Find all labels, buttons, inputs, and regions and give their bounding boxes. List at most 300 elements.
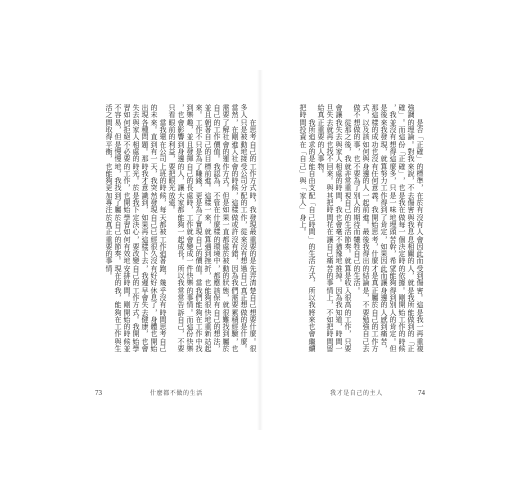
text-glyph: ，: [380, 235, 388, 243]
left-text-block: [100, 104, 257, 352]
text-glyph: 時: [398, 337, 406, 345]
text-glyph: 讓: [326, 235, 334, 243]
text-glyph: 果: [380, 250, 388, 258]
text-glyph: 必: [123, 147, 131, 155]
text-glyph: 到: [389, 293, 397, 301]
text-glyph: 正: [105, 228, 113, 236]
text-glyph: 會: [308, 330, 316, 338]
text-glyph: 很: [344, 293, 352, 301]
text-glyph: 學: [123, 213, 131, 221]
text-glyph: 工: [213, 126, 221, 134]
text-glyph: 時: [398, 257, 406, 265]
text-glyph: 得: [105, 133, 113, 141]
text-glyph: 對: [407, 147, 415, 155]
text-glyph: 常: [177, 286, 185, 294]
text-glyph: 掉: [335, 272, 343, 280]
text-glyph: 當: [195, 279, 203, 287]
text-glyph: 乎: [159, 286, 167, 294]
text-glyph: 之: [344, 133, 352, 141]
text-glyph: 我: [141, 169, 149, 177]
text-glyph: 的: [159, 177, 167, 185]
text-glyph: 也: [141, 337, 149, 345]
text-glyph: 」: [308, 235, 316, 243]
text-glyph: 。: [168, 206, 176, 214]
text-glyph: 許: [231, 228, 239, 236]
text-glyph: 快: [186, 272, 194, 280]
text-glyph: 為: [353, 177, 361, 185]
text-glyph: 猶: [335, 242, 343, 250]
text-glyph: 的: [213, 323, 221, 331]
text-glyph: 在: [213, 206, 221, 214]
text-glyph: 積: [231, 315, 239, 323]
text-glyph: 續: [308, 345, 316, 353]
text-glyph: 天: [150, 162, 158, 170]
text-glyph: 後: [380, 111, 388, 119]
text-glyph: 希: [389, 257, 397, 265]
text-glyph: 為: [213, 177, 221, 185]
text-glyph: 就: [204, 228, 212, 236]
text-glyph: 人: [299, 199, 307, 207]
text-glyph: 方: [249, 177, 257, 185]
text-glyph: 前: [362, 206, 370, 214]
text-glyph: 找: [195, 345, 203, 353]
text-glyph: 也: [177, 111, 185, 119]
text-glyph: 定: [389, 330, 397, 338]
text-glyph: 與: [132, 118, 140, 126]
text-glyph: 就: [344, 162, 352, 170]
text-glyph: 這: [141, 235, 149, 243]
text-glyph: 人: [362, 184, 370, 192]
text-glyph: 常: [344, 177, 352, 185]
text-glyph: 家: [132, 126, 140, 134]
text-glyph: 時: [335, 184, 343, 192]
text-glyph: 工: [380, 184, 388, 192]
text-glyph: 康: [141, 323, 149, 331]
text-glyph: 重: [204, 323, 212, 331]
text-glyph: 作: [380, 191, 388, 199]
text-glyph: 所: [308, 126, 316, 134]
text-glyph: 式: [132, 308, 140, 316]
paragraph: [352, 104, 424, 352]
text-glyph: 直: [222, 228, 230, 236]
text-glyph: 讓: [177, 184, 185, 192]
text-glyph: 我: [407, 155, 415, 163]
text-glyph: 這: [416, 301, 424, 309]
text-glyph: 那: [344, 126, 352, 134]
text-glyph: 都: [213, 272, 221, 280]
text-glyph: 分: [240, 184, 248, 192]
text-glyph: ，: [141, 206, 149, 214]
text-glyph: 工: [344, 315, 352, 323]
text-glyph: 開: [123, 308, 131, 316]
text-glyph: 為: [195, 155, 203, 163]
text-glyph: 。: [362, 220, 370, 228]
text-glyph: 班: [159, 169, 167, 177]
text-glyph: 到: [222, 330, 230, 338]
text-glyph: 正: [240, 293, 248, 301]
text-glyph: 功: [371, 140, 379, 148]
text-glyph: 我: [150, 177, 158, 185]
text-glyph: 。: [398, 286, 406, 294]
text-glyph: 成: [186, 250, 194, 258]
text-glyph: 算: [380, 162, 388, 170]
text-glyph: 都: [177, 206, 185, 214]
text-glyph: 很: [222, 308, 230, 316]
text-glyph: 變: [132, 257, 140, 265]
text-glyph: 的: [132, 279, 140, 287]
text-glyph: 把: [168, 169, 176, 177]
text-glyph: 什: [213, 213, 221, 221]
text-glyph: 開: [132, 330, 140, 338]
text-glyph: 一: [335, 345, 343, 353]
text-glyph: 被: [159, 228, 167, 236]
text-glyph: 果: [222, 213, 230, 221]
text-glyph: 易: [114, 118, 122, 126]
text-glyph: 何: [123, 235, 131, 243]
text-glyph: 健: [141, 315, 149, 323]
text-glyph: 去: [132, 111, 140, 119]
text-glyph: 事: [326, 279, 334, 287]
text-glyph: 來: [326, 169, 334, 177]
text-glyph: 生: [308, 250, 316, 258]
text-glyph: 一: [398, 228, 406, 236]
text-glyph: 。: [344, 250, 352, 258]
text-glyph: 剛: [231, 133, 239, 141]
text-glyph: 味: [389, 206, 397, 214]
text-glyph: 時: [326, 330, 334, 338]
text-glyph: 。: [222, 184, 230, 192]
text-glyph: 有: [371, 162, 379, 170]
text-glyph: 一: [150, 155, 158, 163]
text-glyph: 從: [344, 118, 352, 126]
text-glyph: 的: [222, 272, 230, 280]
text-glyph: 感: [380, 315, 388, 323]
text-glyph: 到: [407, 323, 415, 331]
text-glyph: 。: [204, 184, 212, 192]
text-glyph: 的: [132, 155, 140, 163]
text-glyph: 處: [222, 242, 230, 250]
text-glyph: 這: [186, 323, 194, 331]
text-glyph: 活: [105, 104, 113, 112]
text-glyph: 會: [222, 140, 230, 148]
text-glyph: 麼: [213, 220, 221, 228]
text-glyph: 在: [416, 191, 424, 199]
text-glyph: 自: [362, 330, 370, 338]
text-glyph: 不: [326, 155, 334, 163]
text-glyph: 在: [231, 126, 239, 134]
text-glyph: 夠: [177, 220, 185, 228]
text-glyph: 身: [299, 213, 307, 221]
text-glyph: 就: [326, 126, 334, 134]
text-glyph: 需: [222, 104, 230, 112]
text-glyph: ，: [353, 147, 361, 155]
text-glyph: 到: [204, 250, 212, 258]
text-glyph: 社: [222, 133, 230, 141]
text-glyph: 工: [398, 315, 406, 323]
text-glyph: 保: [213, 293, 221, 301]
text-glyph: 自: [299, 155, 307, 163]
text-glyph: 樣: [204, 199, 212, 207]
text-glyph: 只: [344, 337, 352, 345]
text-glyph: 遠: [168, 199, 176, 207]
text-glyph: 慢: [114, 155, 122, 163]
text-glyph: 高: [344, 301, 352, 309]
text-glyph: 不: [114, 104, 122, 112]
text-glyph: 確: [398, 104, 406, 112]
text-glyph: 入: [344, 286, 352, 294]
text-glyph: 處: [132, 147, 140, 155]
text-glyph: 作: [344, 323, 352, 331]
text-glyph: 知: [335, 308, 343, 316]
text-glyph: 的: [240, 315, 248, 323]
text-glyph: ，: [335, 199, 343, 207]
text-glyph: ，: [213, 345, 221, 353]
text-glyph: 以: [177, 272, 185, 280]
text-glyph: 我: [380, 126, 388, 134]
text-glyph: 麼: [249, 330, 257, 338]
text-glyph: 前: [204, 169, 212, 177]
text-glyph: ，: [326, 301, 334, 309]
text-glyph: 思: [371, 228, 379, 236]
text-glyph: 之: [105, 111, 113, 119]
text-glyph: 經: [231, 323, 239, 331]
text-glyph: 人: [416, 228, 424, 236]
text-glyph: 份: [186, 330, 194, 338]
text-glyph: 非: [344, 169, 352, 177]
text-glyph: 工: [186, 213, 194, 221]
text-glyph: 天: [159, 213, 167, 221]
text-glyph: 什: [240, 330, 248, 338]
text-glyph: 花: [326, 220, 334, 228]
text-glyph: 長: [186, 184, 194, 192]
text-glyph: 能: [114, 301, 122, 309]
text-glyph: 我: [249, 206, 257, 214]
text-glyph: 的: [407, 330, 415, 338]
text-glyph: 奏: [344, 242, 352, 250]
text-glyph: 息: [150, 293, 158, 301]
text-glyph: 不: [195, 133, 203, 141]
text-glyph: 。: [141, 147, 149, 155]
text-glyph: 去: [407, 191, 415, 199]
text-glyph: 會: [141, 345, 149, 353]
text-glyph: 注: [105, 206, 113, 214]
text-glyph: 值: [195, 264, 203, 272]
text-glyph: 在: [195, 315, 203, 323]
text-glyph: 作: [222, 162, 230, 170]
text-glyph: 響: [177, 133, 185, 141]
text-glyph: 那: [141, 155, 149, 163]
text-glyph: 然: [150, 191, 158, 199]
text-glyph: 並: [123, 345, 131, 353]
text-glyph: 事: [353, 140, 361, 148]
text-glyph: 讓: [335, 111, 343, 119]
text-glyph: 樂: [186, 345, 194, 353]
text-glyph: ，: [195, 184, 203, 192]
text-glyph: 如: [362, 140, 370, 148]
text-glyph: 長: [177, 250, 185, 258]
text-glyph: 自: [213, 104, 221, 112]
text-glyph: 我: [231, 279, 239, 287]
text-glyph: 來: [240, 235, 248, 243]
text-glyph: 才: [141, 177, 149, 185]
text-glyph: 要: [317, 133, 325, 141]
text-glyph: 的: [177, 162, 185, 170]
text-glyph: 時: [299, 111, 307, 119]
text-glyph: 害: [416, 286, 424, 294]
text-glyph: 己: [308, 213, 316, 221]
text-glyph: 目: [204, 155, 212, 163]
text-glyph: 件: [186, 264, 194, 272]
text-glyph: 人: [177, 169, 185, 177]
text-glyph: 時: [335, 330, 343, 338]
text-glyph: 沒: [389, 126, 397, 134]
text-glyph: 想: [213, 330, 221, 338]
text-glyph: 間: [299, 118, 307, 126]
text-glyph: 痛: [380, 330, 388, 338]
text-glyph: 意: [141, 184, 149, 192]
text-glyph: 否: [416, 126, 424, 134]
text-glyph: 節: [114, 242, 122, 250]
text-glyph: 此: [380, 264, 388, 272]
text-glyph: 能: [105, 169, 113, 177]
text-glyph: 的: [222, 147, 230, 155]
text-glyph: 我: [335, 301, 343, 309]
text-glyph: 運: [222, 155, 230, 163]
text-glyph: 沒: [150, 257, 158, 265]
text-glyph: ，: [159, 199, 167, 207]
text-glyph: 每: [159, 206, 167, 214]
text-glyph: 人: [407, 264, 415, 272]
text-glyph: 追: [308, 133, 316, 141]
text-glyph: ，: [123, 184, 131, 192]
text-glyph: 拒: [123, 126, 131, 134]
text-glyph: 旦: [326, 104, 334, 112]
text-glyph: 將: [308, 308, 316, 316]
text-glyph: 也: [308, 323, 316, 331]
text-glyph: 放: [168, 191, 176, 199]
text-glyph: 方: [371, 345, 379, 353]
text-glyph: ，: [362, 111, 370, 119]
text-glyph: 中: [195, 337, 203, 345]
text-glyph: ，: [159, 272, 167, 280]
text-glyph: 絕: [123, 133, 131, 141]
text-glyph: 會: [231, 162, 239, 170]
text-glyph: 認: [213, 169, 221, 177]
text-glyph: 沒: [416, 213, 424, 221]
text-glyph: 時: [159, 184, 167, 192]
text-glyph: 的: [362, 264, 370, 272]
text-glyph: 自: [213, 308, 221, 316]
text-glyph: 麼: [240, 337, 248, 345]
page-number: 74: [418, 389, 425, 397]
text-glyph: 思: [159, 323, 167, 331]
text-glyph: 與: [299, 177, 307, 185]
text-glyph: 要: [105, 242, 113, 250]
text-glyph: 楚: [249, 286, 257, 294]
text-glyph: 物: [317, 162, 325, 170]
text-glyph: 只: [168, 104, 176, 112]
text-glyph: 而: [416, 257, 424, 265]
text-glyph: 未: [150, 111, 158, 119]
text-glyph: 肯: [389, 323, 397, 331]
paragraph: [104, 104, 167, 352]
text-glyph: 進: [231, 140, 239, 148]
text-glyph: 的: [407, 257, 415, 265]
text-glyph: 自: [150, 213, 158, 221]
text-glyph: 的: [186, 286, 194, 294]
text-glyph: 一: [204, 206, 212, 214]
text-glyph: 只: [240, 118, 248, 126]
text-glyph: 屬: [222, 337, 230, 345]
text-glyph: 是: [249, 257, 257, 265]
text-glyph: 專: [105, 199, 113, 207]
text-glyph: 自: [132, 264, 140, 272]
text-glyph: 作: [123, 177, 131, 185]
text-glyph: 傷: [407, 199, 415, 207]
text-glyph: 開: [150, 337, 158, 345]
text-glyph: 家: [299, 191, 307, 199]
text-glyph: 不: [362, 301, 370, 309]
text-glyph: 作: [249, 169, 257, 177]
text-glyph: 的: [150, 104, 158, 112]
text-glyph: 的: [114, 235, 122, 243]
text-glyph: 自: [249, 293, 257, 301]
text-glyph: 境: [213, 250, 221, 258]
text-glyph: 是: [240, 323, 248, 331]
text-glyph: 到: [177, 140, 185, 148]
text-glyph: 時: [132, 162, 140, 170]
text-glyph: 是: [344, 272, 352, 280]
text-glyph: 與: [326, 184, 334, 192]
text-glyph: ，: [213, 184, 221, 192]
text-glyph: 出: [141, 104, 149, 112]
text-glyph: 上: [326, 293, 334, 301]
text-glyph: 的: [213, 118, 221, 126]
text-glyph: 有: [416, 220, 424, 228]
text-glyph: 工: [114, 323, 122, 331]
text-glyph: 。: [398, 118, 406, 126]
text-glyph: 。: [371, 199, 379, 207]
text-glyph: 法: [213, 337, 221, 345]
text-glyph: 開: [398, 301, 406, 309]
text-glyph: 上: [299, 220, 307, 228]
text-glyph: 我: [371, 206, 379, 214]
text-glyph: 來: [150, 118, 158, 126]
text-glyph: 作: [195, 330, 203, 338]
text-glyph: 考: [371, 235, 379, 243]
text-glyph: 好: [150, 272, 158, 280]
text-glyph: 且: [186, 140, 194, 148]
text-glyph: 投: [299, 126, 307, 134]
text-glyph: 來: [204, 213, 212, 221]
text-glyph: 確: [398, 162, 406, 170]
text-glyph: 得: [389, 286, 397, 294]
text-glyph: 時: [326, 206, 334, 214]
text-glyph: 挫: [204, 257, 212, 265]
text-glyph: 問: [141, 133, 149, 141]
text-glyph: 害: [407, 206, 415, 214]
text-glyph: 想: [389, 140, 397, 148]
text-glyph: 依: [398, 272, 406, 280]
text-glyph: 確: [416, 147, 424, 155]
text-glyph: 或: [231, 220, 239, 228]
text-glyph: 屬: [114, 206, 122, 214]
text-glyph: 那: [371, 104, 379, 112]
text-glyph: 入: [231, 147, 239, 155]
text-glyph: 重: [105, 235, 113, 243]
text-glyph: 變: [186, 242, 194, 250]
text-glyph: 得: [362, 250, 370, 258]
